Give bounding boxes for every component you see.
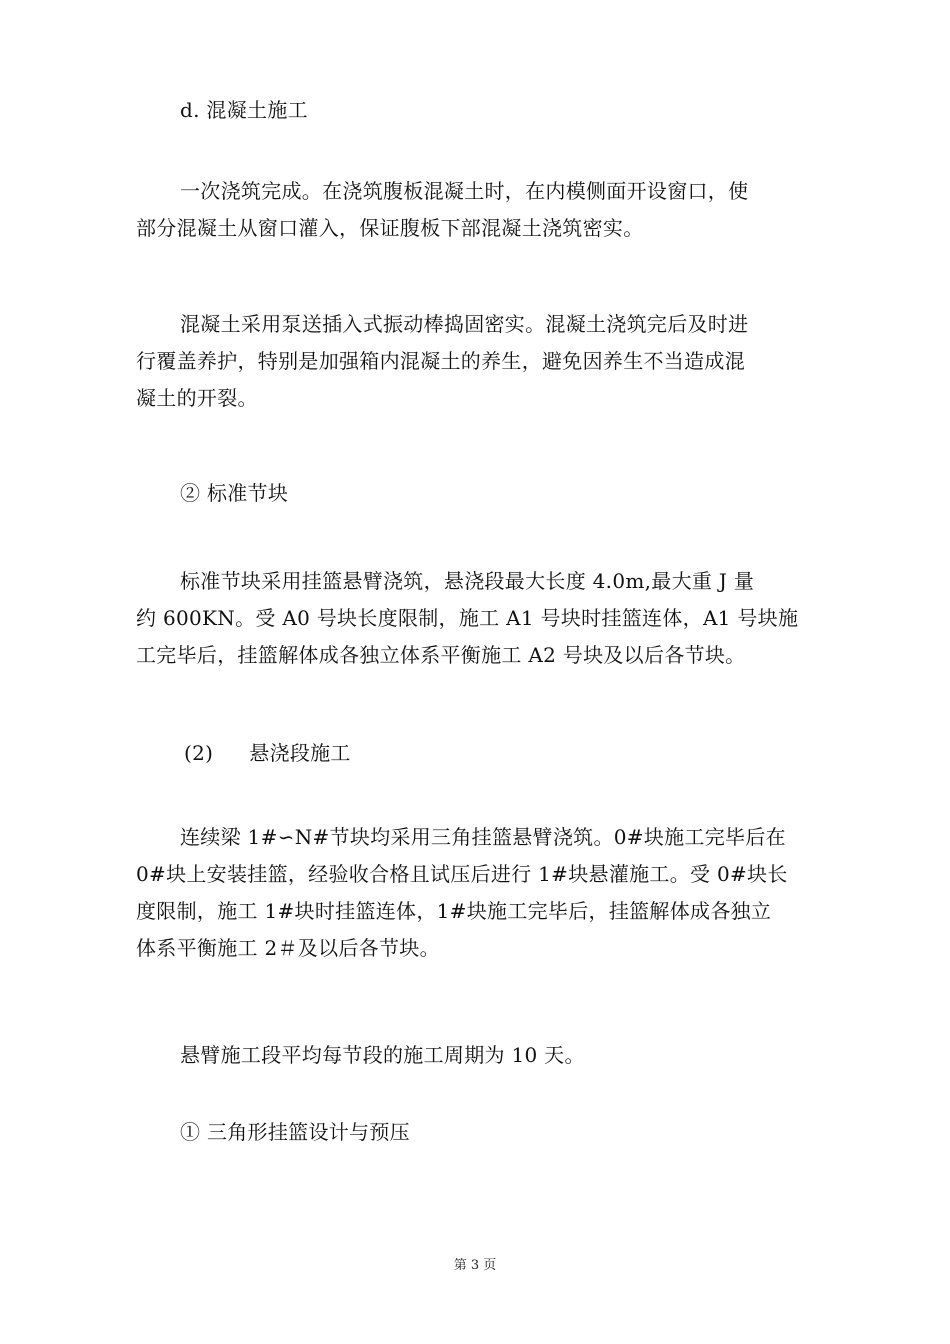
paragraph-line: 一次浇筑完成。在浇筑腹板混凝土时，在内模侧面开设窗口，使 <box>180 179 749 203</box>
section-heading-triangle-basket <box>136 1114 819 1151</box>
paragraph-line: 部分混凝土从窗口灌入，保证腹板下部混凝土浇筑密实。 <box>136 216 644 240</box>
paragraph-line: 度限制，施工 1#块时挂篮连体，1#块施工完毕后，挂篮解体成各独立 <box>136 899 772 923</box>
paragraph-line: 混凝土采用泵送插入式振动棒捣固密实。混凝土浇筑完后及时进 <box>180 312 749 336</box>
page-number: 第 3 页 <box>453 1258 497 1273</box>
paragraph-4 <box>136 819 819 967</box>
heading-number: (2) <box>184 741 214 765</box>
paragraph-line: 约 600KN。受 A0 号块长度限制，施工 A1 号块时挂篮连体，A1 号块施 <box>136 606 799 630</box>
heading-text: 悬浇段施工 <box>249 741 351 765</box>
paragraph-line: 标准节块采用挂篮悬臂浇筑，悬浇段最大长度 4.0m,最大重 J 量 <box>180 569 755 593</box>
paragraph-line: 悬臂施工段平均每节段的施工周期为 10 天。 <box>180 1043 585 1067</box>
heading-text: ① 三角形挂篮设计与预压 <box>180 1120 410 1144</box>
paragraph-line: 凝土的开裂。 <box>136 386 258 410</box>
paragraph-2 <box>136 306 819 417</box>
paragraph-1 <box>136 173 819 247</box>
paragraph-3 <box>136 563 819 674</box>
heading-row <box>136 735 819 772</box>
paragraph-line: 行覆盖养护，特别是加强箱内混凝土的养生，避免因养生不当造成混 <box>136 349 745 373</box>
section-heading-d <box>136 92 819 129</box>
paragraph-line: 0#块上安装挂篮，经验收合格且试压后进行 1#块悬灌施工。受 0#块长 <box>136 862 788 886</box>
paragraph-5 <box>136 1037 819 1074</box>
section-heading-standard-block <box>136 475 819 512</box>
paragraph-line: 工完毕后，挂篮解体成各独立体系平衡施工 A2 号块及以后各节块。 <box>136 643 746 667</box>
paragraph-line: 体系平衡施工 2＃及以后各节块。 <box>136 936 440 960</box>
heading-text: d. 混凝土施工 <box>180 98 308 122</box>
heading-text: ② 标准节块 <box>180 481 289 505</box>
section-heading-cantilever <box>136 735 819 772</box>
paragraph-line: 连续梁 1#∽N#节块均采用三角挂篮悬臂浇筑。0#块施工完毕后在 <box>180 825 786 849</box>
